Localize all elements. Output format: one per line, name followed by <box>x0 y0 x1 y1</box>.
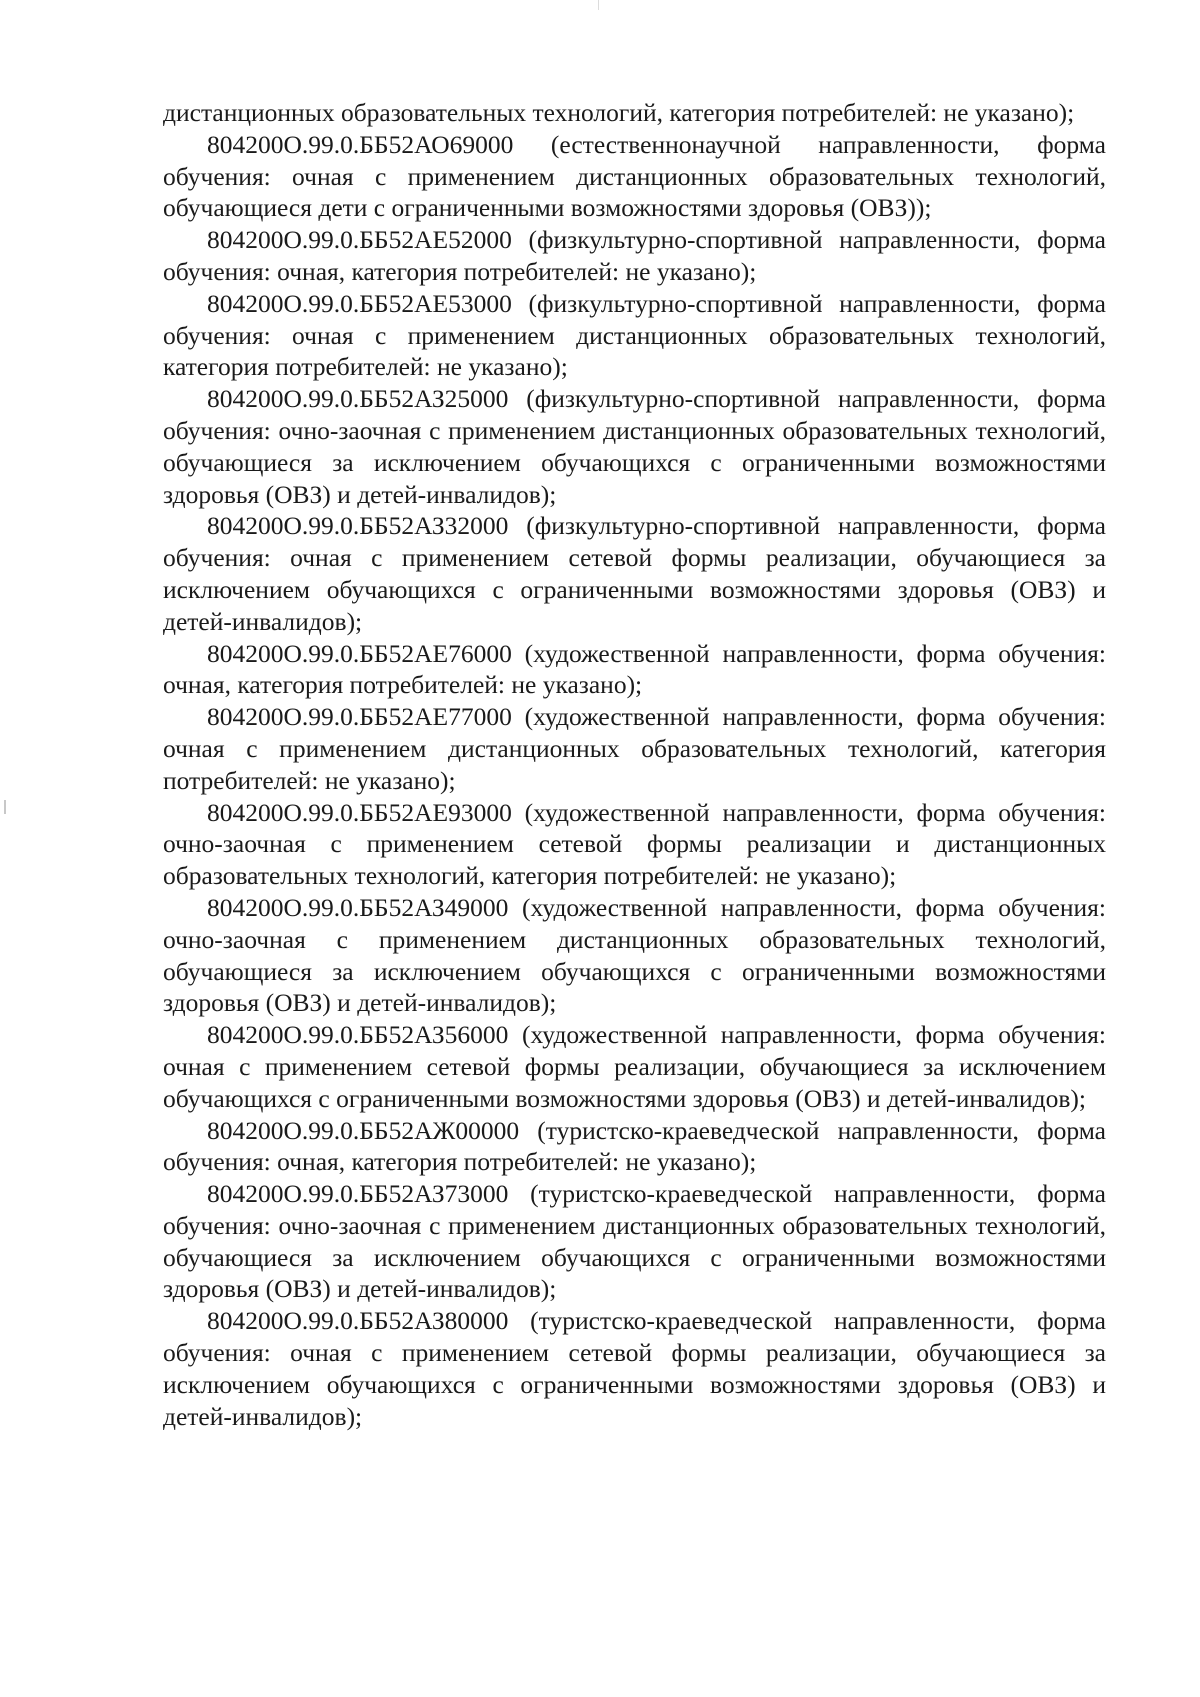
paragraph-ae93000: 804200О.99.0.ББ52АЕ93000 (художественной направленности, форма обучения: очно-заочная с применением сетевой формы реализации и дистанционных образовательных технологий, категория потребителей: не указано); <box>163 797 1106 891</box>
paragraph-az80000: 804200О.99.0.ББ52АЗ80000 (туристско-краеведческой направленности, форма обучения: очная с применением сетевой формы реализации, обучающиеся за исключением обучающихся с ограниченными возможностями здоровья (ОВЗ) и детей-инвалидов); <box>163 1306 1106 1431</box>
paragraph-az25000: 804200О.99.0.ББ52АЗ25000 (физкультурно-спортивной направленности, форма обучения: очно-заочная с применением дистанционных образовательных технологий, обучающиеся за исключением обучающихся с ограниченными возможностями здоровья (ОВЗ) и детей-инвалидов); <box>163 384 1106 509</box>
paragraph-ae53000: 804200О.99.0.ББ52АЕ53000 (физкультурно-спортивной направленности, форма обучения: очная с применением дистанционных образовательных технологий, категория потребителей: не указано); <box>163 288 1106 382</box>
scan-artifact-top <box>598 0 599 10</box>
paragraph-continuation: дистанционных образовательных технологий, категория потребителей: не указано); <box>163 98 1075 127</box>
scan-artifact-left <box>4 800 6 814</box>
paragraph-ae77000: 804200О.99.0.ББ52АЕ77000 (художественной направленности, форма обучения: очная с применением дистанционных образовательных технологий, категория потребителей: не указано); <box>163 702 1106 795</box>
paragraph-ae76000: 804200О.99.0.ББ52АЕ76000 (художественной направленности, форма обучения: очная, категория потребителей: не указано); <box>163 638 1106 700</box>
paragraph-az56000: 804200О.99.0.ББ52АЗ56000 (художественной направленности, форма обучения: очная с применением сетевой формы реализации, обучающиеся за исключением обучающихся с ограниченными возможностями здоровья (ОВЗ) и детей-инвалидов); <box>163 1020 1106 1113</box>
paragraph-az73000: 804200О.99.0.ББ52АЗ73000 (туристско-краеведческой направленности, форма обучения: очно-заочная с применением дистанционных образовательных технологий, обучающиеся за исключением обучающихся с ограниченными возможностями здоровья (ОВЗ) и детей-инвалидов); <box>163 1179 1106 1304</box>
paragraph-az49000: 804200О.99.0.ББ52АЗ49000 (художественной направленности, форма обучения: очно-заочная с применением дистанционных образовательных технологий, обучающиеся за исключением обучающихся с ограниченными возможностями здоровья (ОВЗ) и детей-инвалидов); <box>163 892 1106 1018</box>
document-page <box>163 97 1106 1432</box>
paragraph-azh00000: 804200О.99.0.ББ52АЖ00000 (туристско-краеведческой направленности, форма обучения: очная, категория потребителей: не указано); <box>163 1115 1106 1177</box>
paragraph-ao69000: 804200О.99.0.ББ52АО69000 (естественнонаучной направленности, форма обучения: очная с применением дистанционных образовательных технологий, обучающиеся дети с ограниченными возможностями здоровья (ОВЗ)); <box>163 129 1106 223</box>
paragraph-az32000: 804200О.99.0.ББ52АЗ32000 (физкультурно-спортивной направленности, форма обучения: очная с применением сетевой формы реализации, обучающиеся за исключением обучающихся с ограниченными возможностями здоровья (ОВЗ) и детей-инвалидов); <box>163 511 1106 636</box>
paragraph-ae52000: 804200О.99.0.ББ52АЕ52000 (физкультурно-спортивной направленности, форма обучения: очная, категория потребителей: не указано); <box>163 225 1106 286</box>
